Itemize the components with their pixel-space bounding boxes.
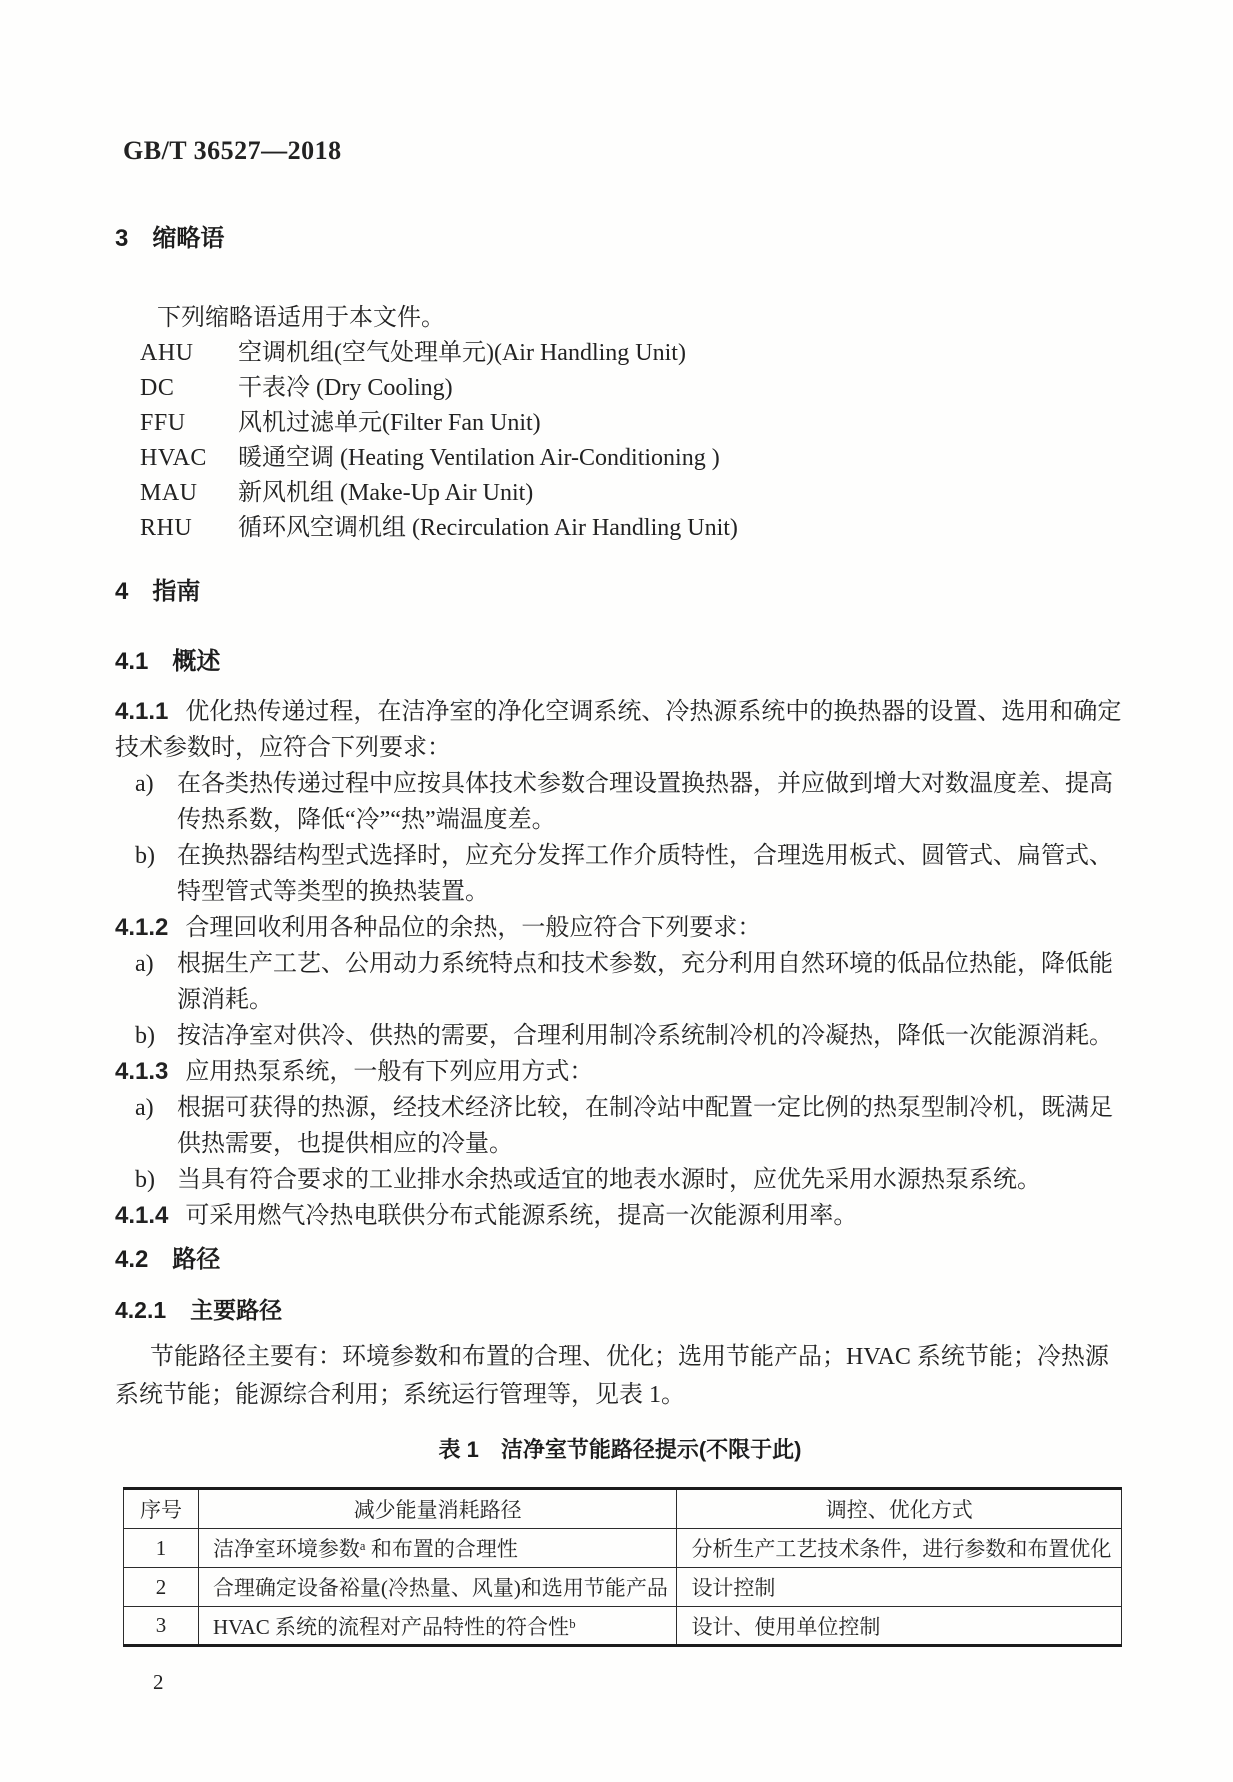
table-caption: 表 1 洁净室节能路径提示(不限于此) [438,1437,802,1462]
heading-overview [115,646,1125,678]
heading-guide [115,576,1125,608]
abbr-item [140,371,1125,406]
clause-text: 可采用燃气冷热电联供分布式能源系统，提高一次能源利用率。 [185,1203,858,1229]
abbr-code: FFU [140,410,186,436]
abbr-item [140,441,1125,476]
list-item-text: 在各类热传递过程中应按具体技术参数合理设置换热器，并应做到增大对数温度差、提高传热系数，降低“冷”“热”端温度差。 [177,771,1113,833]
list-item-b [115,1018,1125,1054]
list-item-label: b) [135,1167,155,1193]
abbr-definition: 循环风空调机组 (Recirculation Air Handling Unit) [238,515,738,541]
abbr-intro: 下列缩略语适用于本文件。 [157,305,445,331]
clause-number: 4.1.3 [115,1058,169,1085]
cell-ctl: 设计控制 [677,1568,1122,1607]
list-item-text: 按洁净室对供冷、供热的需要，合理利用制冷系统制冷机的冷凝热，降低一次能源消耗。 [177,1023,1113,1049]
cell-ctl: 设计、使用单位控制 [677,1607,1122,1646]
clause-4-1-4 [115,1198,1125,1234]
column-header-ctl: 调控、优化方式 [677,1489,1122,1529]
clause-4-1-1 [115,694,1125,766]
heading-path [115,1244,1125,1276]
abbr-code: RHU [140,515,193,541]
heading-number: 4.2.1 [115,1297,167,1323]
abbr-code: DC [140,375,175,401]
table-row [124,1529,1122,1568]
list-item-label: a) [135,951,154,977]
abbr-item [140,406,1125,441]
cell-seq: 1 [124,1529,199,1568]
table-header-row [124,1489,1122,1529]
clause-number: 4.1.1 [115,698,169,725]
list-item-b [115,838,1125,910]
abbr-definition: 风机过滤单元(Filter Fan Unit) [238,410,541,436]
list-item-label: a) [135,771,154,797]
abbr-definition: 空调机组(空气处理单元)(Air Handling Unit) [238,340,686,366]
abbr-item [140,511,1125,546]
clause-number: 4.1.2 [115,914,169,941]
clause-4-1-2 [115,910,1125,946]
abbr-item [140,476,1125,511]
heading-number: 3 [115,225,129,252]
abbr-definition: 新风机组 (Make-Up Air Unit) [238,480,534,506]
abbr-definition: 暖通空调 (Heating Ventilation Air-Conditioning ) [238,445,720,471]
heading-number: 4.1 [115,648,149,675]
heading-main-path [115,1294,1125,1326]
heading-abbreviations [115,223,1125,255]
list-item-text: 当具有符合要求的工业排水余热或适宜的地表水源时，应优先采用水源热泵系统。 [177,1167,1041,1193]
overview-clauses [115,694,1125,1234]
cell-path: 合理确定设备裕量(冷热量、风量)和选用节能产品 [198,1568,677,1607]
clause-text: 合理回收利用各种品位的余热，一般应符合下列要求： [185,915,762,941]
clause-4-1-3 [115,1054,1125,1090]
abbr-code: HVAC [140,445,207,471]
heading-text: 路径 [172,1246,221,1273]
page-number: 2 [153,1670,164,1694]
list-item-a [115,766,1125,838]
cell-seq: 2 [124,1568,199,1607]
list-item-a [115,1090,1125,1162]
heading-text: 主要路径 [190,1297,283,1323]
list-item-text: 根据生产工艺、公用动力系统特点和技术参数，充分利用自然环境的低品位热能，降低能源消耗。 [177,951,1113,1013]
heading-text: 缩略语 [152,225,225,252]
column-header-seq: 序号 [124,1489,199,1529]
list-item-b [115,1162,1125,1198]
cell-ctl: 分析生产工艺技术条件，进行参数和布置优化 [677,1529,1122,1568]
abbr-code: MAU [140,480,198,506]
abbr-item [140,336,1125,371]
list-item-label: a) [135,1095,154,1121]
clause-number: 4.1.4 [115,1202,169,1229]
list-item-label: b) [135,843,155,869]
clause-text: 优化热传递过程，在洁净室的净化空调系统、冷热源系统中的换热器的设置、选用和确定技术参数时，应符合下列要求： [115,699,1122,761]
doc-code: GB/T 36527—2018 [123,136,342,165]
list-item-text: 在换热器结构型式选择时，应充分发挥工作介质特性，合理选用板式、圆管式、扁管式、特型管式等类型的换热装置。 [177,843,1113,905]
cell-seq: 3 [124,1607,199,1646]
heading-text: 指南 [152,578,201,605]
paragraph-energy-paths: 节能路径主要有：环境参数和布置的合理、优化；选用节能产品；HVAC 系统节能；冷热源系统节能；能源综合利用；系统运行管理等，见表 1。 [115,1344,1109,1408]
abbreviation-block [140,301,1125,546]
abbr-code: AHU [140,340,194,366]
cell-path: HVAC 系统的流程对产品特性的符合性ᵇ [198,1607,677,1646]
abbr-definition: 干表冷 (Dry Cooling) [238,375,453,401]
table-row [124,1607,1122,1646]
clause-text: 应用热泵系统，一般有下列应用方式： [185,1059,594,1085]
list-item-label: b) [135,1023,155,1049]
list-item-a [115,946,1125,1018]
cell-path: 洁净室环境参数ᵃ 和布置的合理性 [198,1529,677,1568]
heading-number: 4 [115,578,129,605]
column-header-path: 减少能量消耗路径 [198,1489,677,1529]
heading-number: 4.2 [115,1246,149,1273]
list-item-text: 根据可获得的热源，经技术经济比较，在制冷站中配置一定比例的热泵型制冷机，既满足供热需要，也提供相应的冷量。 [177,1095,1113,1157]
table-row [124,1568,1122,1607]
heading-text: 概述 [172,648,221,675]
table-energy-paths [123,1487,1122,1647]
